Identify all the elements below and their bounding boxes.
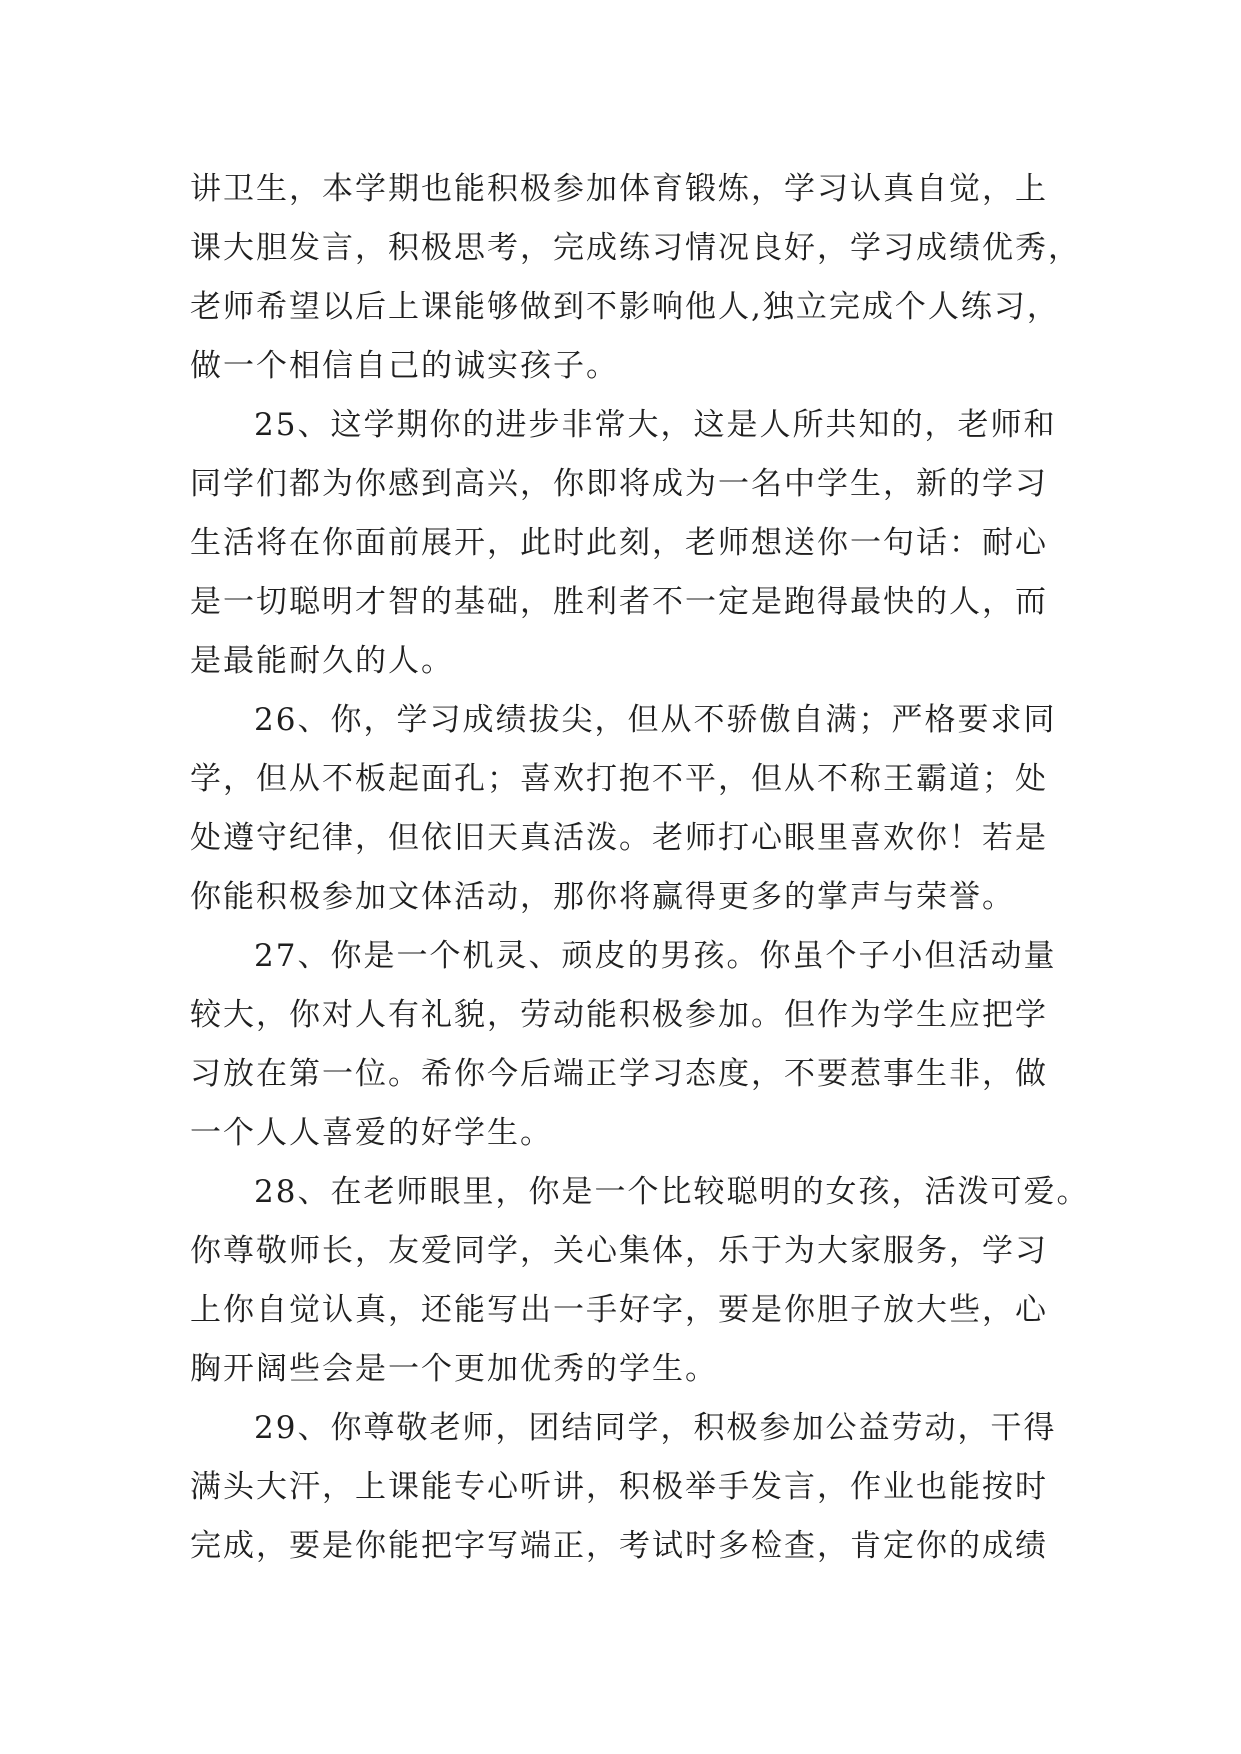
paragraph-start-25: 25、这学期你的进步非常大，这是人所共知的，老师和 — [254, 407, 1057, 443]
paragraph-start-27: 27、你是一个机灵、顽皮的男孩。你虽个子小但活动量 — [254, 938, 1057, 974]
paragraph-start-26: 26、你，学习成绩拔尖，但从不骄傲自满；严格要求同 — [254, 702, 1057, 738]
paragraph-start-28: 28、在老师眼里，你是一个比较聪明的女孩，活泼可爱。 — [254, 1174, 1090, 1210]
text-line: 较大，你对人有礼貌，劳动能积极参加。但作为学生应把学 — [190, 997, 1048, 1033]
text-line: 完成，要是你能把字写端正，考试时多检查，肯定你的成绩 — [190, 1528, 1048, 1564]
text-line: 上你自觉认真，还能写出一手好字，要是你胆子放大些，心 — [190, 1292, 1048, 1328]
text-line: 一个人人喜爱的好学生。 — [190, 1115, 553, 1151]
document-body — [190, 160, 1090, 1576]
text-line: 习放在第一位。希你今后端正学习态度，不要惹事生非，做 — [190, 1056, 1048, 1092]
text-line: 做一个相信自己的诚实孩子。 — [190, 348, 619, 384]
text-line: 胸开阔些会是一个更加优秀的学生。 — [190, 1351, 718, 1387]
text-line: 你尊敬师长，友爱同学，关心集体，乐于为大家服务，学习 — [190, 1233, 1048, 1269]
text-line: 同学们都为你感到高兴，你即将成为一名中学生，新的学习 — [190, 466, 1048, 502]
text-line: 是最能耐久的人。 — [190, 643, 454, 679]
paragraph-start-29: 29、你尊敬老师，团结同学，积极参加公益劳动，干得 — [254, 1410, 1057, 1446]
text-line: 处遵守纪律，但依旧天真活泼。老师打心眼里喜欢你！若是 — [190, 820, 1048, 856]
text-line: 老师希望以后上课能够做到不影响他人,独立完成个人练习， — [190, 289, 1060, 325]
text-line: 生活将在你面前展开，此时此刻，老师想送你一句话：耐心 — [190, 525, 1048, 561]
text-line: 课大胆发言，积极思考，完成练习情况良好，学习成绩优秀， — [190, 230, 1081, 266]
text-line: 讲卫生，本学期也能积极参加体育锻炼，学习认真自觉，上 — [190, 171, 1048, 207]
text-line: 学，但从不板起面孔；喜欢打抱不平，但从不称王霸道；处 — [190, 761, 1048, 797]
text-line: 你能积极参加文体活动，那你将赢得更多的掌声与荣誉。 — [190, 879, 1015, 915]
text-line: 是一切聪明才智的基础，胜利者不一定是跑得最快的人，而 — [190, 584, 1048, 620]
text-line: 满头大汗，上课能专心听讲，积极举手发言，作业也能按时 — [190, 1469, 1048, 1505]
